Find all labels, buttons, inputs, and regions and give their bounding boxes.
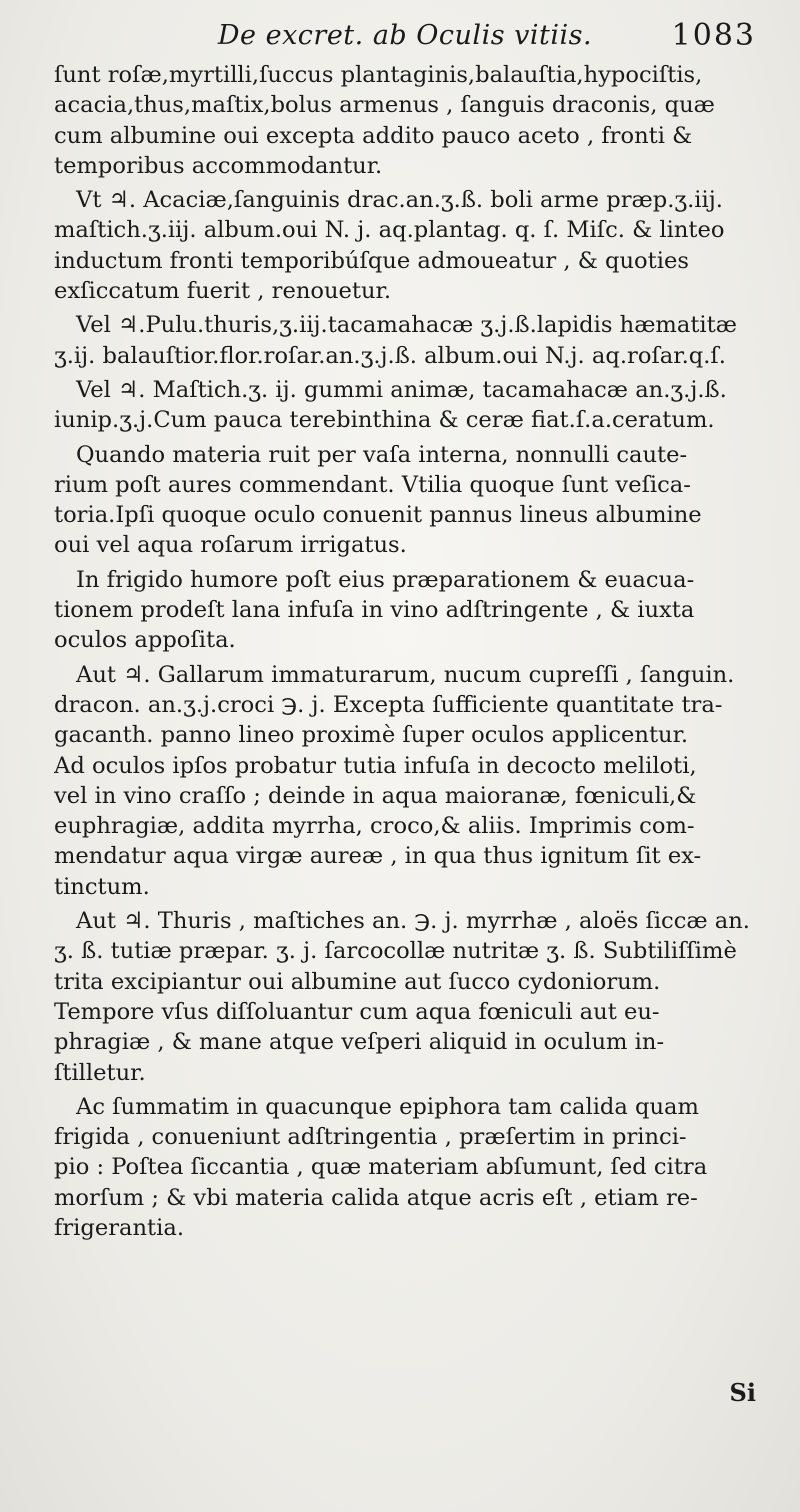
text-line: mendatur aqua virgæ aureæ , in qua thus ignitum ſit ex- [54, 843, 702, 870]
paragraph-5 [54, 440, 756, 561]
text-line: frigerantia. [54, 1214, 185, 1241]
recipe-line: Vt ♃. Acaciæ,ſanguinis drac.an.ʒ.ß. boli arme præp.ʒ.iij. [76, 187, 723, 214]
text-line: pio : Poſtea ſiccantia , quæ materiam abſumunt, ſed citra [54, 1154, 708, 1181]
text-line: temporibus accommodantur. [54, 152, 383, 179]
text-line: In frigido humore poſt eius præparationem & euacua- [76, 566, 695, 593]
text-line: oculos appoſita. [54, 627, 236, 654]
paragraph-2 [54, 185, 756, 306]
text-line: Ad oculos ipſos probatur tutia infuſa in decocto meliloti, [54, 752, 697, 779]
text-line: cum albumine oui excepta addito pauco aceto , fronti & [54, 122, 693, 149]
recipe-line: iunip.ʒ.j.Cum pauca terebinthina & ceræ fiat.ſ.a.ceratum. [54, 407, 715, 434]
text-line: oui vel aqua roſarum irrigatus. [54, 532, 407, 559]
paragraph-7 [54, 660, 756, 902]
running-head: De excret. ab Oculis vitiis. [217, 20, 593, 51]
text-line: euphragiæ, addita myrrha, croco,& aliis. Imprimis com- [54, 813, 695, 840]
paragraph-4 [54, 375, 756, 436]
recipe-line: Aut ♃. Gallarum immaturarum, nucum cupreſſi , ſanguin. [76, 661, 735, 688]
text-line: toria.Ipſi quoque oculo conuenit pannus lineus albumine [54, 502, 702, 529]
text-line: ſunt roſæ,myrtilli,ſuccus plantaginis,balauſtia,hypociſtis, [54, 62, 703, 88]
text-line: exſiccatum fuerit , renouetur. [54, 278, 392, 305]
page-number: 1083 [671, 18, 756, 53]
text-line: trita excipiantur oui albumine aut ſucco cydoniorum. [54, 968, 661, 995]
paragraph-6 [54, 565, 756, 656]
text-line: rium poſt aures commendant. Vtilia quoque ſunt veſica- [54, 471, 691, 498]
text-line: frigida , conueniunt adſtringentia , præſertim in princi- [54, 1124, 687, 1151]
recipe-line: Vel ♃. Maſtich.ʒ. ij. gummi animæ, tacamahacæ an.ʒ.j.ß. [76, 376, 727, 403]
text-line: acacia,thus,maſtix,bolus armenus , ſanguis draconis, quæ [54, 92, 715, 119]
recipe-line: ʒ.ij. balauſtior.flor.roſar.an.ʒ.j.ß. album.oui N.j. aq.roſar.q.ſ. [54, 342, 726, 369]
page-body [54, 60, 756, 1243]
text-line: morſum ; & vbi materia calida atque acris eſt , etiam re- [54, 1184, 698, 1211]
text-line: phragiæ , & mane atque veſperi aliquid in oculum in- [54, 1029, 665, 1056]
text-line: inductum fronti temporibúſque admoueatur , & quoties [54, 247, 689, 274]
text-line: gacanth. panno lineo proximè ſuper oculos applicentur. [54, 722, 689, 749]
text-line: Tempore vſus diſſoluantur cum aqua fœniculi aut eu- [54, 998, 660, 1025]
recipe-line: Aut ♃. Thuris , maſtiches an. ℈. j. myrrhæ , aloës ſiccæ an. [76, 908, 750, 935]
recipe-line: maſtich.ʒ.iij. album.oui N. j. aq.plantag. q. ſ. Miſc. & linteo [54, 217, 725, 244]
page-header [54, 14, 756, 58]
text-line: ſtilletur. [54, 1059, 146, 1086]
recipe-line: ʒ. ß. tutiæ præpar. ʒ. j. ſarcocollæ nutritæ ʒ. ß. Subtiliſſimè [54, 938, 737, 965]
text-line: tinctum. [54, 873, 150, 900]
recipe-line: Vel ♃.Pulu.thuris,ʒ.iij.tacamahacæ ʒ.j.ß.lapidis hæmatitæ [76, 312, 737, 339]
recipe-line: dracon. an.ʒ.j.croci ℈. j. Excepta ſufficiente quantitate tra- [54, 691, 723, 718]
text-line: Ac ſummatim in quacunque epiphora tam calida quam [76, 1093, 699, 1120]
paragraph-3 [54, 310, 756, 371]
catchword: Si [729, 1378, 756, 1407]
paragraph-1 [54, 60, 756, 181]
text-line: vel in vino craſſo ; deinde in aqua maioranæ, fœniculi,& [54, 782, 697, 809]
text-line: tionem prodeſt lana infuſa in vino adſtringente , & iuxta [54, 597, 695, 624]
paragraph-8 [54, 906, 756, 1088]
paragraph-9 [54, 1092, 756, 1243]
text-line: Quando materia ruit per vaſa interna, nonnulli caute- [76, 441, 688, 468]
